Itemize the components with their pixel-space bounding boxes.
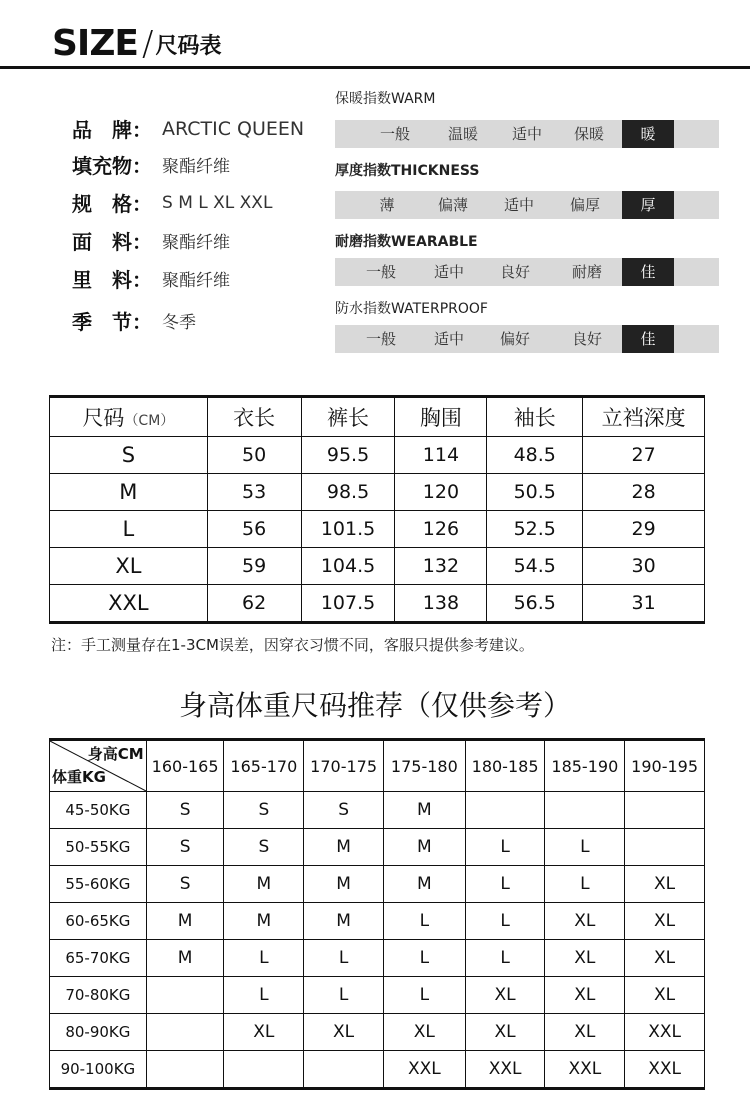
size-cell: 120 <box>395 474 487 511</box>
index-option: 温暖 <box>447 125 478 143</box>
size-header-cell: 裤长 <box>301 397 395 437</box>
info-row-brand <box>72 114 304 143</box>
info-value: S M L XL XXL <box>162 192 273 213</box>
rec-size-cell: L <box>383 903 465 940</box>
waterproof-index-title: 防水指数WATERPROOF <box>335 301 488 317</box>
index-option-selected: 厚 <box>622 191 674 219</box>
rec-size-cell: M <box>304 866 384 903</box>
info-value: 聚酯纤维 <box>162 157 230 177</box>
size-cell: 30 <box>583 548 705 585</box>
rec-size-cell: M <box>146 903 224 940</box>
info-label: 季 节： <box>72 310 152 334</box>
rec-size-cell: L <box>465 903 545 940</box>
size-header-cell: 胸围 <box>395 397 487 437</box>
size-cell: 27 <box>583 437 705 474</box>
size-cell: 62 <box>207 585 301 623</box>
size-cell: 101.5 <box>301 511 395 548</box>
table-row <box>50 866 705 903</box>
weight-cell: 60-65KG <box>50 903 147 940</box>
size-cell: 54.5 <box>487 548 583 585</box>
size-cell: 52.5 <box>487 511 583 548</box>
rec-size-cell: XXL <box>465 1051 545 1089</box>
size-cell: 48.5 <box>487 437 583 474</box>
rec-size-cell: L <box>383 977 465 1014</box>
rec-size-cell: M <box>383 792 465 829</box>
info-label: 规 格： <box>72 192 152 216</box>
size-cell: 59 <box>207 548 301 585</box>
rec-size-cell <box>545 792 625 829</box>
height-header-cell: 175-180 <box>383 740 465 792</box>
rec-size-cell: XL <box>625 977 705 1014</box>
table-row <box>50 474 705 511</box>
weight-cell: 90-100KG <box>50 1051 147 1089</box>
info-label: 品 牌： <box>72 118 152 142</box>
size-cell: 95.5 <box>301 437 395 474</box>
size-cell: 53 <box>207 474 301 511</box>
size-header-cell: 立裆深度 <box>583 397 705 437</box>
rec-size-cell <box>224 1051 304 1089</box>
info-value: 聚酯纤维 <box>162 233 230 253</box>
index-option: 偏厚 <box>569 196 600 214</box>
size-cell: 98.5 <box>301 474 395 511</box>
info-label: 面 料： <box>72 230 152 254</box>
rec-size-cell: XL <box>224 1014 304 1051</box>
rec-size-cell: XL <box>545 903 625 940</box>
size-cell: XL <box>50 548 208 585</box>
rec-size-cell: XL <box>545 1014 625 1051</box>
table-row <box>50 511 705 548</box>
size-cell: 28 <box>583 474 705 511</box>
rec-size-cell: XL <box>625 940 705 977</box>
header-title-en: SIZE <box>52 23 139 64</box>
wearable-index-bar <box>335 258 719 286</box>
rec-size-cell <box>625 829 705 866</box>
rec-size-cell: XL <box>465 1014 545 1051</box>
warm-index-bar <box>335 120 719 148</box>
weight-cell: 70-80KG <box>50 977 147 1014</box>
weight-cell: 45-50KG <box>50 792 147 829</box>
size-header-cell <box>50 397 208 437</box>
height-header-cell: 170-175 <box>304 740 384 792</box>
info-value: ARCTIC QUEEN <box>162 117 305 140</box>
size-cell: 138 <box>395 585 487 623</box>
size-cell: 29 <box>583 511 705 548</box>
size-cell: 56 <box>207 511 301 548</box>
height-header-cell: 165-170 <box>224 740 304 792</box>
weight-cell: 80-90KG <box>50 1014 147 1051</box>
size-cell: 104.5 <box>301 548 395 585</box>
index-option: 偏好 <box>499 330 530 348</box>
rec-size-cell: L <box>545 866 625 903</box>
rec-size-cell: M <box>304 829 384 866</box>
rec-size-cell: S <box>146 829 224 866</box>
index-option: 偏薄 <box>437 196 468 214</box>
table-row <box>50 548 705 585</box>
table-row <box>50 903 705 940</box>
rec-size-cell: L <box>304 940 384 977</box>
rec-size-cell <box>146 1014 224 1051</box>
size-table <box>49 395 705 624</box>
size-cell: S <box>50 437 208 474</box>
info-row-spec <box>72 188 272 217</box>
rec-size-cell: M <box>383 866 465 903</box>
rec-size-cell: L <box>465 829 545 866</box>
size-cell: M <box>50 474 208 511</box>
info-row-season <box>72 306 196 335</box>
rec-size-cell: M <box>304 903 384 940</box>
size-cell: 126 <box>395 511 487 548</box>
corner-cell <box>50 740 147 792</box>
index-option: 适中 <box>433 330 464 348</box>
warm-index-title: 保暖指数WARM <box>335 91 436 107</box>
rec-size-cell: M <box>146 940 224 977</box>
info-row-filling <box>72 150 230 179</box>
weight-cell: 50-55KG <box>50 829 147 866</box>
size-cell: L <box>50 511 208 548</box>
recommend-header <box>50 740 705 792</box>
header-title-cn: 尺码表 <box>155 34 222 59</box>
recommend-title: 身高体重尺码推荐（仅供参考） <box>178 689 571 722</box>
rec-size-cell: XXL <box>545 1051 625 1089</box>
table-row <box>50 940 705 977</box>
index-option-selected: 佳 <box>622 258 674 286</box>
height-header-cell: 180-185 <box>465 740 545 792</box>
rec-size-cell: L <box>224 977 304 1014</box>
rec-size-cell <box>304 1051 384 1089</box>
rec-size-cell: XL <box>304 1014 384 1051</box>
rec-size-cell <box>146 1051 224 1089</box>
index-option: 一般 <box>365 330 396 348</box>
size-cell: 114 <box>395 437 487 474</box>
table-row <box>50 585 705 623</box>
rec-size-cell: XL <box>465 977 545 1014</box>
info-row-fabric <box>72 226 230 255</box>
corner-weight-label: 体重KG <box>52 768 106 786</box>
rec-size-cell <box>625 792 705 829</box>
info-label: 填充物： <box>72 154 152 178</box>
table-row <box>50 792 705 829</box>
rec-size-cell: XXL <box>625 1014 705 1051</box>
table-row <box>50 1014 705 1051</box>
height-header-cell: 190-195 <box>625 740 705 792</box>
size-cell: 31 <box>583 585 705 623</box>
height-header-cell: 160-165 <box>146 740 224 792</box>
waterproof-index-bar <box>335 325 719 353</box>
size-table-header <box>50 397 705 437</box>
info-row-lining <box>72 264 230 293</box>
rec-size-cell: S <box>304 792 384 829</box>
recommend-table <box>49 738 705 1090</box>
wearable-index-title: 耐磨指数WEARABLE <box>335 234 478 250</box>
size-header-cell: 袖长 <box>487 397 583 437</box>
index-option-selected: 暖 <box>622 120 674 148</box>
rec-size-cell: S <box>224 829 304 866</box>
index-option: 薄 <box>379 196 395 214</box>
info-label: 里 料： <box>72 268 152 292</box>
size-cell: 56.5 <box>487 585 583 623</box>
index-option-selected: 佳 <box>622 325 674 353</box>
rec-size-cell: L <box>304 977 384 1014</box>
size-cell: 107.5 <box>301 585 395 623</box>
corner-height-label: 身高CM <box>87 745 144 763</box>
size-cell: XXL <box>50 585 208 623</box>
index-option: 良好 <box>499 263 530 281</box>
rec-size-cell: L <box>465 866 545 903</box>
header-divider <box>0 66 750 69</box>
size-cell: 132 <box>395 548 487 585</box>
table-row <box>50 1051 705 1089</box>
rec-size-cell: XL <box>545 977 625 1014</box>
info-value: 冬季 <box>162 313 196 333</box>
rec-size-cell: M <box>224 903 304 940</box>
table-row <box>50 437 705 474</box>
weight-cell: 55-60KG <box>50 866 147 903</box>
index-option: 一般 <box>365 263 396 281</box>
rec-size-cell: XL <box>625 903 705 940</box>
index-option: 保暖 <box>573 125 604 143</box>
rec-size-cell: S <box>146 792 224 829</box>
weight-cell: 65-70KG <box>50 940 147 977</box>
size-cell: 50 <box>207 437 301 474</box>
rec-size-cell: L <box>545 829 625 866</box>
thickness-index-title: 厚度指数THICKNESS <box>335 163 480 179</box>
rec-size-cell: M <box>224 866 304 903</box>
index-option: 良好 <box>571 330 602 348</box>
page-header <box>52 18 222 62</box>
height-header-cell: 185-190 <box>545 740 625 792</box>
info-value: 聚酯纤维 <box>162 271 230 291</box>
rec-size-cell: XXL <box>383 1051 465 1089</box>
index-option: 耐磨 <box>571 263 602 281</box>
rec-size-cell: S <box>224 792 304 829</box>
rec-size-cell: XL <box>383 1014 465 1051</box>
rec-size-cell: L <box>465 940 545 977</box>
index-option: 适中 <box>503 196 534 214</box>
size-header-label: 尺码 <box>82 406 125 430</box>
rec-size-cell: S <box>146 866 224 903</box>
rec-size-cell <box>465 792 545 829</box>
index-option: 一般 <box>379 125 410 143</box>
index-option: 适中 <box>433 263 464 281</box>
table-row <box>50 977 705 1014</box>
rec-size-cell: XL <box>625 866 705 903</box>
rec-size-cell <box>146 977 224 1014</box>
table-row <box>50 829 705 866</box>
measurement-note: 注：手工测量存在1-3CM误差，因穿衣习惯不同，客服只提供参考建议。 <box>51 636 534 654</box>
rec-size-cell: L <box>383 940 465 977</box>
size-cell: 50.5 <box>487 474 583 511</box>
size-unit: （CM） <box>124 413 175 429</box>
rec-size-cell: XL <box>545 940 625 977</box>
rec-size-cell: M <box>383 829 465 866</box>
rec-size-cell: XXL <box>625 1051 705 1089</box>
thickness-index-bar <box>335 191 719 219</box>
rec-size-cell: L <box>224 940 304 977</box>
header-slash: / <box>142 24 154 64</box>
index-option: 适中 <box>511 125 542 143</box>
size-header-cell: 衣长 <box>207 397 301 437</box>
